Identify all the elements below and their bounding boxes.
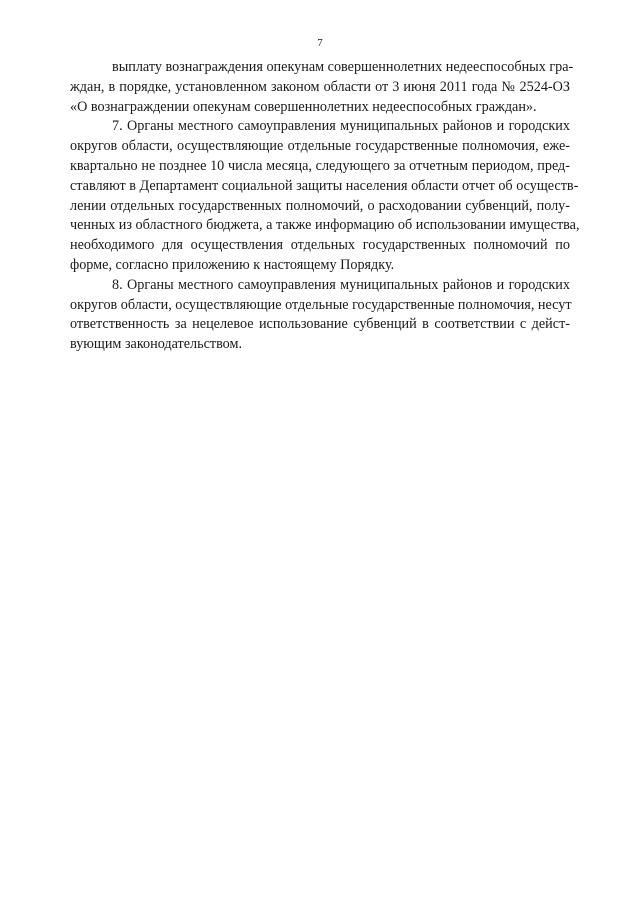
text-line: «О вознаграждении опекунам совершеннолетних недееспособных граждан». (70, 98, 537, 115)
text-line: ставляют в Департамент социальной защиты населения области отчет об осуществ- (70, 177, 579, 194)
text-line: ждан, в порядке, установленном законом области от 3 июня 2011 года № 2524-ОЗ (70, 78, 570, 95)
page-number: 7 (317, 37, 323, 49)
text-line: лении отдельных государственных полномочий, о расходовании субвенций, полу- (70, 197, 570, 214)
text-line: округов области, осуществляющие отдельные государственные полномочия, еже- (70, 138, 570, 155)
text-line: необходимого для осуществления отдельных государственных полномочий по (70, 237, 570, 254)
document-body (70, 58, 580, 355)
text-line: 7. Органы местного самоуправления муниципальных районов и городских (112, 118, 570, 135)
text-line: округов области, осуществляющие отдельные государственные полномочия, несут (70, 296, 572, 313)
paragraph-2 (70, 117, 580, 275)
text-line: вующим законодательством. (70, 336, 243, 353)
text-line: выплату вознаграждения опекунам совершеннолетних недееспособных гра- (112, 59, 574, 75)
paragraph-3 (70, 276, 570, 355)
text-line: ченных из областного бюджета, а также информацию об использовании имущества, (70, 217, 580, 234)
text-line: квартально не позднее 10 числа месяца, следующего за отчетным периодом, пред- (70, 157, 570, 174)
text-line: 8. Органы местного самоуправления муниципальных районов и городских (112, 276, 570, 293)
text-line: форме, согласно приложению к настоящему Порядку. (70, 256, 395, 273)
text-line: ответственность за нецелевое использование субвенций в соответствии с дейст- (70, 316, 570, 333)
paragraph-1 (70, 58, 574, 117)
